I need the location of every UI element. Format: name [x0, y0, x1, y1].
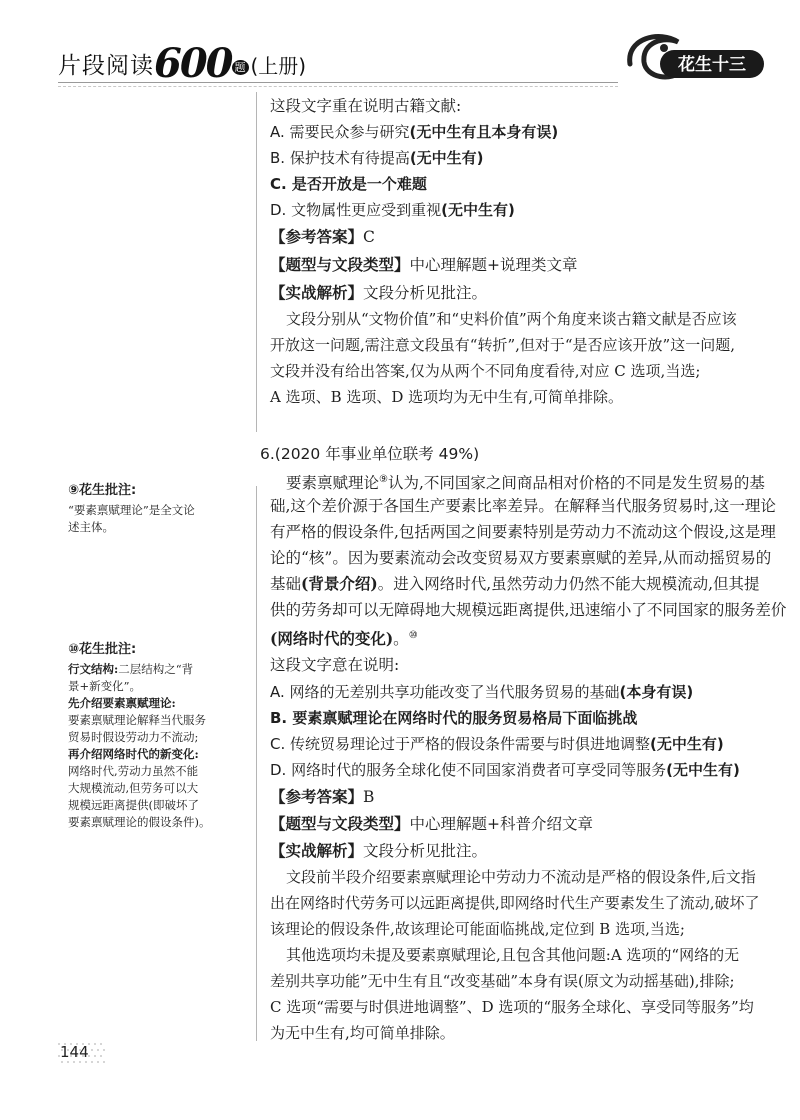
q6-option-a[interactable]: [270, 681, 693, 703]
side-note-9-line-2: 述主体。: [68, 520, 114, 534]
q6-stem: 这段文字意在说明:: [270, 656, 400, 674]
q6-option-a-note: (本身有误): [619, 683, 694, 701]
side-note-10-line-3: 先介绍要素禀赋理论:: [68, 696, 176, 710]
q5-option-c-label: C. 是否开放是一个难题: [270, 175, 427, 193]
page-number: 144: [60, 1043, 89, 1061]
q5-answer-tag: 【参考答案】: [270, 227, 364, 246]
header-rule: [58, 82, 618, 83]
side-note-10-structure-label: 行文结构:: [68, 662, 119, 676]
q6-explanation-line-2: 出在网络时代劳务可以远距离提供,即网络时代生产要素发生了流动,破坏了: [270, 894, 760, 912]
side-note-9-head: ⑨花生批注:: [68, 483, 137, 498]
q6-explanation-line-3: 该理论的假设条件,故该理论可能面临挑战,定位到 B 选项,当选;: [270, 920, 685, 938]
q5-answer-value: C: [363, 228, 375, 246]
q6-option-b[interactable]: [270, 707, 637, 729]
q6-analysis-text: 文段分析见批注。: [363, 842, 488, 860]
q6-answer: [270, 786, 374, 808]
q5-explanation-line-2: 开放这一问题,需注意文段虽有“转折”,但对于“是否应该开放”这一问题,: [270, 336, 735, 354]
q6-type-text: 中心理解题+科普介绍文章: [409, 815, 594, 833]
q6-passage-line-4: 论的“核”。因为要素流动会改变贸易双方要素禀赋的差异,从而动摇贸易的: [270, 549, 772, 567]
q6-passage-line-3: 有严格的假设条件,包括两国之间要素特别是劳动力不流动这个假设,这是理: [270, 523, 776, 541]
annotation-marker-9[interactable]: ⑨: [379, 474, 388, 485]
q6-annotation-change: (网络时代的变化): [270, 629, 394, 649]
q5-type-text: 中心理解题+说理类文章: [409, 256, 578, 274]
q6-passage-line-5-a: 基础: [270, 575, 302, 593]
q6-option-c[interactable]: [270, 733, 724, 755]
q5-analysis-tag: 【实战解析】: [270, 283, 364, 302]
q6-explanation-line-4: 其他选项均未提及要素禀赋理论,且包含其他问题:A 选项的“网络的无: [286, 946, 740, 964]
q6-option-b-label: B. 要素禀赋理论在网络时代的服务贸易格局下面临挑战: [270, 709, 638, 727]
q6-option-d-label: D. 网络时代的服务全球化使不同国家消费者可享受同等服务: [270, 761, 667, 779]
q5-option-b-label: B. 保护技术有待提高: [270, 149, 410, 167]
q6-explanation-line-1: 文段前半段介绍要素禀赋理论中劳动力不流动是严格的假设条件,后文指: [286, 868, 756, 886]
q5-option-c[interactable]: [270, 173, 427, 195]
q6-passage-line-5: [270, 573, 760, 595]
side-note-9-line-1: “要素禀赋理论”是全文论: [68, 503, 195, 517]
q5-explanation-line-3: 文段并没有给出答案,仅为从两个不同角度看待,对应 C 选项,当选;: [270, 362, 701, 380]
q6-explanation-line-7: 为无中生有,均可简单排除。: [270, 1024, 455, 1042]
q5-option-a-label: A. 需要民众参与研究: [270, 123, 410, 141]
q6-option-d-note: (无中生有): [666, 761, 740, 779]
q5-option-b-note: (无中生有): [409, 149, 484, 167]
side-note-10-line-1: [68, 661, 228, 678]
side-note-10-line-8: 大规模流动,但劳务可以大: [68, 781, 199, 795]
side-note-9: [68, 482, 228, 536]
q5-type: [270, 254, 578, 276]
q6-type-tag: 【题型与文段类型】: [270, 814, 410, 833]
book-title-main: 片段阅读: [58, 53, 154, 79]
q5-explanation-line-4: A 选项、B 选项、D 选项均为无中生有,可简单排除。: [270, 388, 623, 406]
q5-type-tag: 【题型与文段类型】: [270, 255, 410, 274]
side-note-10-head: ⑩花生批注:: [68, 642, 137, 657]
q5-option-d-label: D. 文物属性更应受到重视: [270, 201, 442, 219]
q6-answer-tag: 【参考答案】: [270, 787, 364, 806]
q5-option-d[interactable]: [270, 199, 515, 221]
side-note-10-line-5: 贸易时假设劳动力不流动;: [68, 730, 199, 744]
logo-dot: [660, 44, 668, 52]
book-title-number: 600: [154, 40, 232, 87]
q6-passage-line-5-c: 。进入网络时代,虽然劳动力仍然不能大规模流动,但其提: [377, 575, 760, 593]
q5-analysis-text: 文段分析见批注。: [363, 284, 488, 302]
q5-explanation-line-1: 文段分别从“文物价值”和“史料价值”两个角度来谈古籍文献是否应该: [286, 310, 737, 328]
q6-explanation-line-5: 差别共享功能”无中生有且“改变基础”本身有误(原文为动摇基础),排除;: [270, 972, 735, 990]
book-title-volume: (上册): [250, 54, 307, 78]
side-note-10-line-7: 网络时代,劳动力虽然不能: [68, 764, 199, 778]
q6-passage-line-1: [286, 469, 765, 494]
q6-option-c-note: (无中生有): [650, 735, 724, 753]
margin-rule-bottom: [256, 486, 257, 1041]
side-note-10-line-9: 规模远距离提供(即破坏了: [68, 798, 199, 812]
q5-analysis: [270, 282, 487, 304]
side-note-10-structure-text: 二层结构之“背: [118, 662, 194, 676]
q5-option-a[interactable]: [270, 121, 558, 143]
q5-option-d-note: (无中生有): [441, 201, 515, 219]
q6-passage-line-7: [270, 625, 418, 650]
margin-rule-top: [256, 92, 257, 432]
side-note-10-line-6: 再介绍网络时代的新变化:: [68, 747, 199, 761]
q6-option-c-label: C. 传统贸易理论过于严格的假设条件需要与时俱进地调整: [270, 735, 651, 753]
q6-passage-line-6: 供的劳务却可以无障碍地大规模远距离提供,迅速缩小了不同国家的服务差价: [270, 601, 787, 619]
q6-explanation-line-6: C 选项“需要与时俱进地调整”、D 选项的“服务全球化、享受同等服务”均: [270, 998, 754, 1016]
brand-logo: [620, 28, 770, 90]
book-title-ti: 题: [232, 60, 249, 75]
q6-answer-value: B: [363, 788, 375, 806]
side-note-10-line-4: 要素禀赋理论解释当代服务: [68, 713, 206, 727]
q6-annotation-background: (背景介绍): [301, 574, 378, 593]
side-note-10: [68, 641, 228, 831]
q5-option-a-note: (无中生有且本身有误): [409, 123, 559, 141]
q6-term: 要素禀赋理论: [286, 474, 380, 493]
q5-answer: [270, 226, 375, 248]
q5-stem: 这段文字重在说明古籍文献:: [270, 97, 462, 115]
q6-analysis: [270, 840, 487, 862]
side-note-10-line-10: 要素禀赋理论的假设条件)。: [68, 815, 211, 829]
q6-option-a-label: A. 网络的无差别共享功能改变了当代服务贸易的基础: [270, 683, 620, 701]
q6-analysis-tag: 【实战解析】: [270, 841, 364, 860]
q5-option-b[interactable]: [270, 147, 484, 169]
book-title: [58, 36, 307, 87]
annotation-marker-10[interactable]: ⑩: [408, 630, 418, 641]
q6-type: [270, 813, 593, 835]
q6-period: 。: [393, 630, 409, 649]
q6-header: 6.(2020 年事业单位联考 49%): [260, 445, 480, 463]
q6-option-d[interactable]: [270, 759, 740, 781]
q6-passage-line-1-rest: 认为,不同国家之间商品相对价格的不同是发生贸易的基: [387, 474, 765, 493]
side-note-10-line-2: 景+新变化”。: [68, 679, 142, 693]
logo-text: 花生十三: [678, 55, 746, 75]
q6-passage-line-2: 础,这个差价源于各国生产要素比率差异。在解释当代服务贸易时,这一理论: [270, 497, 776, 515]
header-rule-dashed: [58, 86, 618, 87]
